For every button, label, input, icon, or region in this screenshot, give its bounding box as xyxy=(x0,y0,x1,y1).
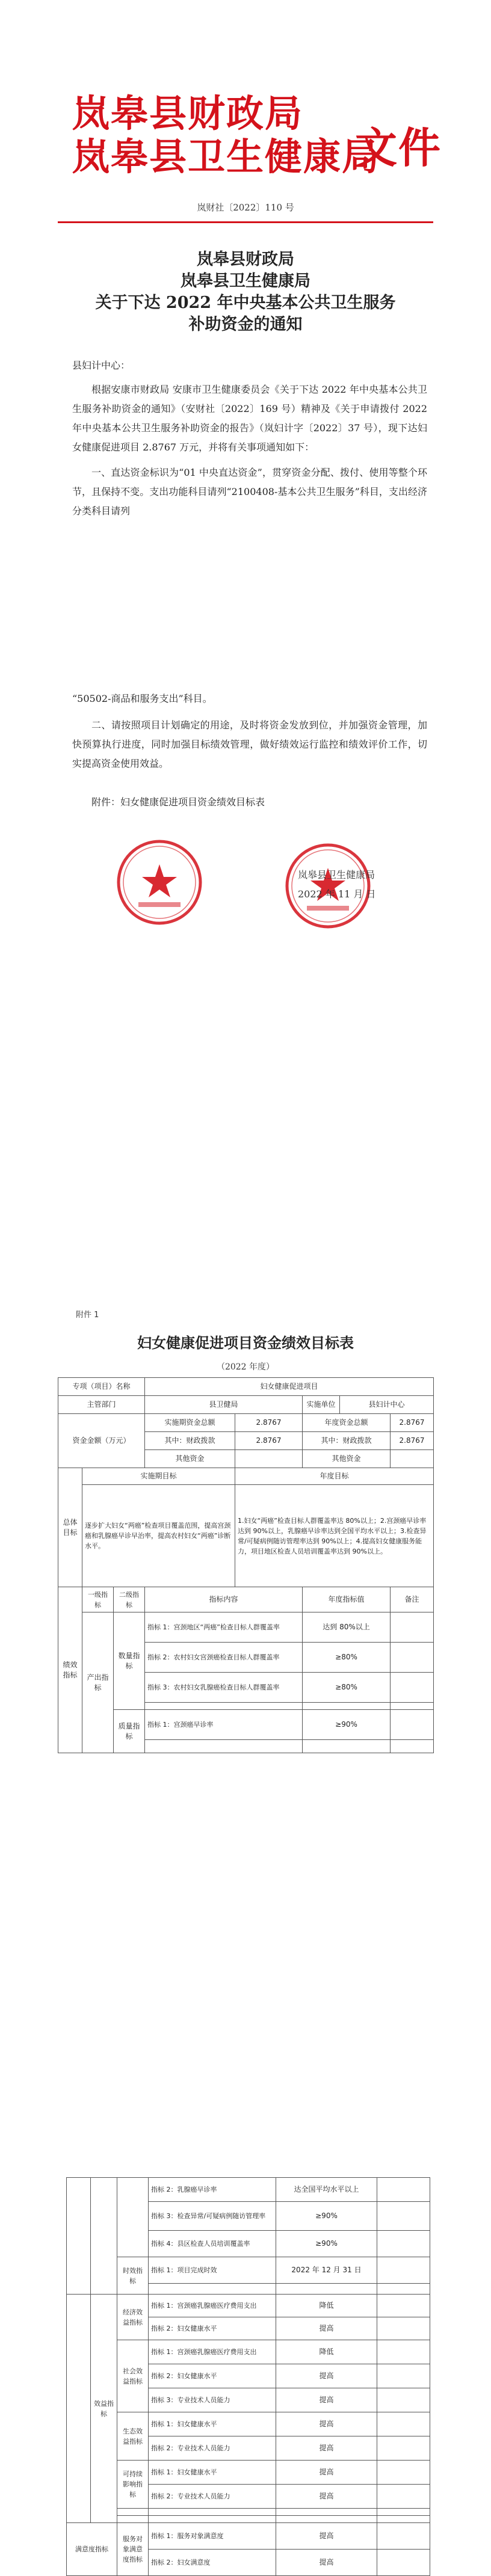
table-row: 指标 3：专业技术人员能力 xyxy=(149,2388,276,2412)
quantity-label: 数量指标 xyxy=(114,1612,145,1710)
econ-label: 经济效益指标 xyxy=(117,2295,149,2340)
masthead-line1: 岚皋县财政局 xyxy=(72,91,304,135)
masthead-wenjian: 文件 xyxy=(355,123,442,173)
salutation: 县妇计中心： xyxy=(72,360,131,371)
central-label: 其中：财政拨款 xyxy=(145,1432,235,1450)
plan-total: 2.8767 xyxy=(235,1414,303,1432)
table-row-value: 提高 xyxy=(276,2550,377,2576)
attachment-year: （2022 年度） xyxy=(216,1362,275,1372)
plan-goal-label: 实施期目标 xyxy=(82,1468,235,1485)
impl: 县妇计中心 xyxy=(340,1396,434,1414)
performance-table-part1 xyxy=(58,1377,434,1753)
table-row: 指标 3：农村妇女乳腺癌检查目标人群覆盖率 xyxy=(145,1673,303,1703)
table-row-value: ≥90% xyxy=(303,1710,391,1740)
table-row-value: 达到 80%以上 xyxy=(303,1612,391,1643)
title-line-2: 岚皋县卫生健康局 xyxy=(181,272,310,290)
col-value: 年度指标值 xyxy=(303,1587,391,1612)
timeliness-label: 时效指标 xyxy=(117,2257,149,2295)
col-lv2: 二级指标 xyxy=(114,1587,145,1612)
table-row: 指标 1：宫颈地区“两癌”检查目标人群覆盖率 xyxy=(145,1612,303,1643)
other-label-2: 其他资金 xyxy=(303,1450,391,1468)
table-row: 指标 2：农村妇女宫颈癌检查目标人群覆盖率 xyxy=(145,1643,303,1673)
central-label-2: 其中：财政拨款 xyxy=(303,1432,391,1450)
attachment-note: 附件：妇女健康促进项目资金绩效目标表 xyxy=(91,796,265,808)
table-row: 指标 1：妇女健康水平 xyxy=(149,2461,276,2485)
central: 2.8767 xyxy=(235,1432,303,1450)
table-row: 指标 1：妇女健康水平 xyxy=(149,2412,276,2436)
table-row-value: 提高 xyxy=(276,2412,377,2436)
signature-date: 2022 年 11 月 日 xyxy=(298,888,376,900)
table-row-value: 提高 xyxy=(276,2461,377,2485)
table-row-value: 降低 xyxy=(276,2340,377,2364)
plan-goal: 逐步扩大妇女“两癌”检查项目覆盖范围，提高宫颈癌和乳腺癌早诊早治率，提高农村妇女“两癌”诊断水平。 xyxy=(82,1485,235,1587)
body-paragraph-2-continued: “50502-商品和服务支出”科目。 xyxy=(72,693,212,704)
body-paragraph-3: 二、请按照项目计划确定的用途，及时将资金发放到位，并加强资金管理，加快预算执行进度，同时加强目标绩效管理，做好绩效运行监控和绩效评价工作，切实提高资金使用效益。 xyxy=(72,719,427,769)
masthead-line2: 岚皋县卫生健康局 xyxy=(72,135,381,179)
body-paragraph-2: 一、直达资金标识为“01 中央直达资金”，贯穿资金分配、拨付、使用等整个环节，且保持不变。支出功能科目请列“2100408-基本公共卫生服务”科目，支出经济分类科目请列 xyxy=(72,467,427,517)
table-row: 指标 1：项目完成时效 xyxy=(149,2257,276,2284)
table-row-value: 2022 年 12 月 31 日 xyxy=(276,2257,377,2284)
body-paragraph-1: 根据安康市财政局 安康市卫生健康委员会《关于下达 2022 年中央基本公共卫生服务补助资金的通知》（安财社〔2022〕169 号）精神及《关于申请拨付 2022 年中央基本公共卫生服务补助资金的报告》（岚妇计字〔2022〕37 号），现下达妇女健康促进项目 2.8767 万元，并将有关事项通知如下： xyxy=(72,384,427,453)
satis-sub-label: 服务对象满意度指标 xyxy=(117,2523,149,2576)
dept: 县卫健局 xyxy=(145,1396,303,1414)
output-label: 产出指标 xyxy=(82,1612,114,1753)
eco-label: 生态效益指标 xyxy=(117,2412,149,2461)
table-row: 指标 2：妇女健康水平 xyxy=(149,2317,276,2340)
table-row: 指标 3：检查异常/可疑病例随访管理率 xyxy=(149,2202,276,2231)
dept-label: 主管部门 xyxy=(58,1396,145,1414)
table-row: 指标 2：专业技术人员能力 xyxy=(149,2436,276,2461)
year-goal: 1.妇女“两癌”检查目标人群覆盖率达 80%以上；2.宫颈癌早诊率达到 90%以上，乳腺癌早诊率达到全国平均水平以上；3.检查异常/可疑病例随访管理率达到 90%以上；4.提高妇女健康服务能力，项目地区检查人员培训覆盖率达到 90%以上。 xyxy=(235,1485,434,1587)
table-row-value: 降低 xyxy=(276,2295,377,2317)
table-row-value: ≥80% xyxy=(303,1673,391,1703)
central-2: 2.8767 xyxy=(391,1432,434,1450)
table-row-value: 提高 xyxy=(276,2388,377,2412)
table-row: 指标 2：乳腺癌早诊率 xyxy=(149,2178,276,2202)
attachment-title: 妇女健康促进项目资金绩效目标表 xyxy=(137,1334,354,1351)
other-label: 其他资金 xyxy=(145,1450,235,1468)
table-row-value: 达全国平均水平以上 xyxy=(276,2178,377,2202)
official-seal-finance xyxy=(114,837,205,927)
table-row-value: 提高 xyxy=(276,2364,377,2388)
perf-label: 绩效指标 xyxy=(58,1587,82,1753)
impl-label: 实施单位 xyxy=(303,1396,340,1414)
attachment-label: 附件 1 xyxy=(76,1311,99,1320)
quality-label: 质量指标 xyxy=(114,1710,145,1753)
table-row-value: 提高 xyxy=(276,2436,377,2461)
year-total: 2.8767 xyxy=(391,1414,434,1432)
project-name: 妇女健康促进项目 xyxy=(145,1378,434,1396)
effect-label: 效益指标 xyxy=(91,2295,117,2523)
table-row: 指标 1：宫颈癌乳腺癌医疗费用支出 xyxy=(149,2295,276,2317)
table-row: 指标 1：宫颈癌早诊率 xyxy=(145,1710,303,1740)
sustain-label: 可持续影响指标 xyxy=(117,2461,149,2509)
table-row: 指标 2：妇女满意度 xyxy=(149,2550,276,2576)
funds-label: 资金金额（万元） xyxy=(58,1414,145,1468)
table-row: 指标 2：专业技术人员能力 xyxy=(149,2485,276,2509)
satis-label: 满意度指标 xyxy=(67,2523,117,2576)
col-content: 指标内容 xyxy=(145,1587,303,1612)
year-total-label: 年度资金总额 xyxy=(303,1414,391,1432)
project-name-label: 专项（项目）名称 xyxy=(58,1378,145,1396)
signature-name: 岚皋县卫生健康局 xyxy=(298,869,375,881)
red-divider-line xyxy=(58,221,433,223)
table-row: 指标 4：县区检查人员培训覆盖率 xyxy=(149,2231,276,2257)
table-row-value: ≥90% xyxy=(276,2202,377,2231)
table-row: 指标 1：服务对象满意度 xyxy=(149,2523,276,2550)
title-line-1: 岚皋县财政局 xyxy=(197,250,294,269)
goal-header: 总体目标 xyxy=(58,1468,82,1587)
table-row-value: ≥80% xyxy=(303,1643,391,1673)
col-lv1: 一级指标 xyxy=(82,1587,114,1612)
title-line-4: 补助资金的通知 xyxy=(188,315,303,334)
performance-table-part2 xyxy=(66,2177,430,2576)
plan-total-label: 实施期资金总额 xyxy=(145,1414,235,1432)
year-goal-label: 年度目标 xyxy=(235,1468,434,1485)
title-line-3: 关于下达 2022 年中央基本公共卫生服务 xyxy=(95,294,396,312)
social-label: 社会效益指标 xyxy=(117,2340,149,2412)
doc-number: 岚财社〔2022〕110 号 xyxy=(197,202,294,213)
table-row-value: 提高 xyxy=(276,2523,377,2550)
table-row-value: ≥90% xyxy=(276,2231,377,2257)
col-note: 备注 xyxy=(391,1587,434,1612)
table-row-value: 提高 xyxy=(276,2317,377,2340)
table-row-value: 提高 xyxy=(276,2485,377,2509)
table-row: 指标 1：宫颈癌乳腺癌医疗费用支出 xyxy=(149,2340,276,2364)
official-seal-health xyxy=(283,841,376,931)
table-row: 指标 2：妇女健康水平 xyxy=(149,2364,276,2388)
